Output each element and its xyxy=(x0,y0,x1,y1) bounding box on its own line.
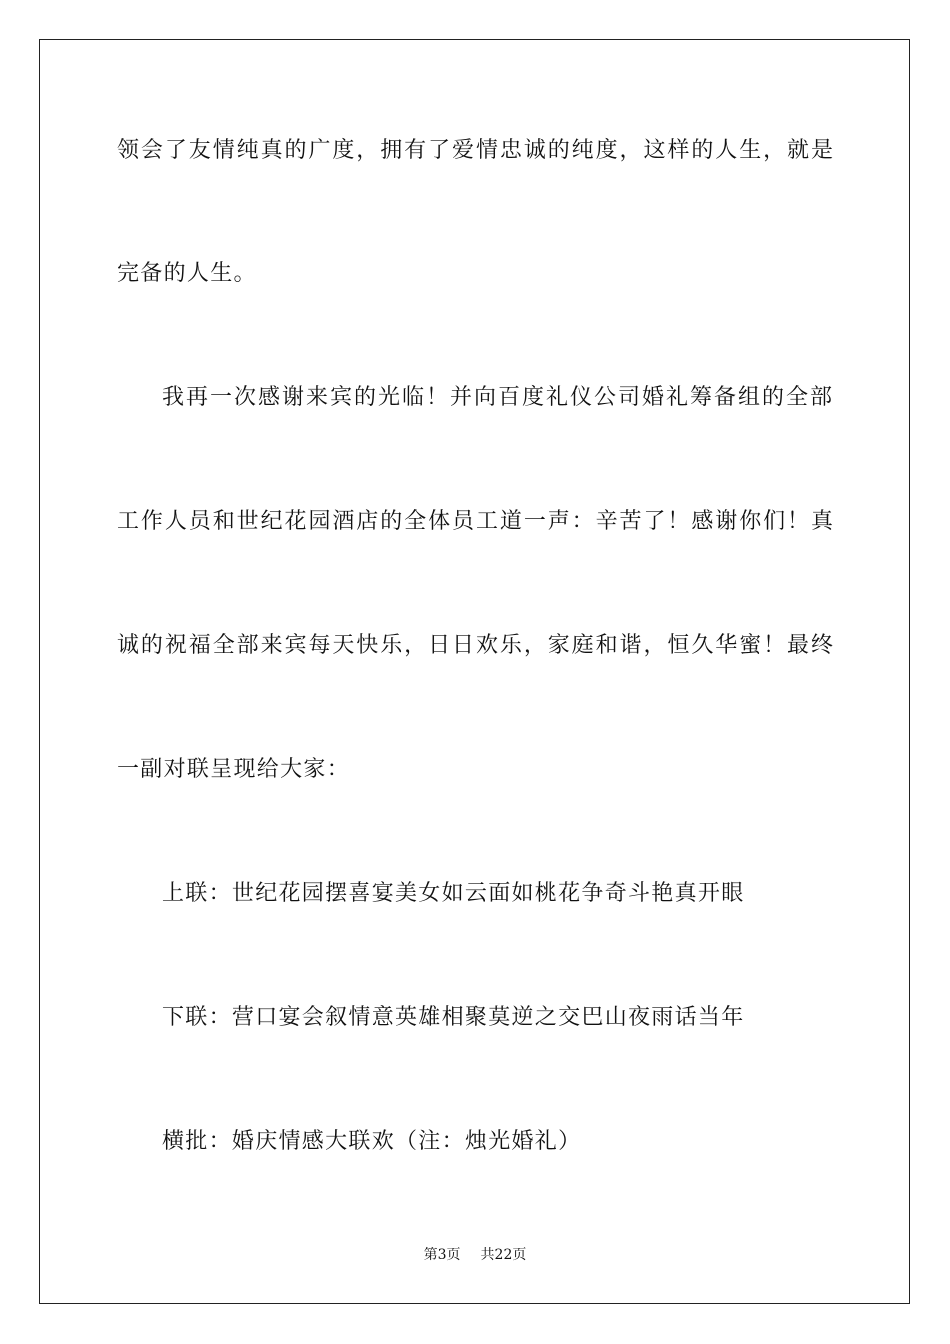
paragraph-line-3: 我再一次感谢来宾的光临！并向百度礼仪公司婚礼筹备组的全部 xyxy=(162,385,832,410)
paragraph-line-6: 一副对联呈现给大家： xyxy=(117,757,351,782)
paragraph-line-5: 诚的祝福全部来宾每天快乐，日日欢乐，家庭和谐，恒久华蜜！最终 xyxy=(117,633,833,658)
paragraph-line-2: 完备的人生。 xyxy=(117,261,257,286)
paragraph-line-1: 领会了友情纯真的广度，拥有了爱情忠诚的纯度，这样的人生，就是 xyxy=(117,138,833,163)
paragraph-line-4: 工作人员和世纪花园酒店的全体员工道一声：辛苦了！感谢你们！真 xyxy=(117,509,833,534)
couplet-lower: 下联：营口宴会叙情意英雄相聚莫逆之交巴山夜雨话当年 xyxy=(162,1005,745,1030)
page-border xyxy=(39,39,910,1304)
couplet-horizontal: 横批：婚庆情感大联欢（注：烛光婚礼） xyxy=(162,1129,582,1154)
page-footer xyxy=(0,1246,950,1264)
page-total: 共22页 xyxy=(480,1247,527,1263)
page-number: 第3页 xyxy=(423,1247,461,1263)
couplet-upper: 上联：世纪花园摆喜宴美女如云面如桃花争奇斗艳真开眼 xyxy=(162,881,745,906)
